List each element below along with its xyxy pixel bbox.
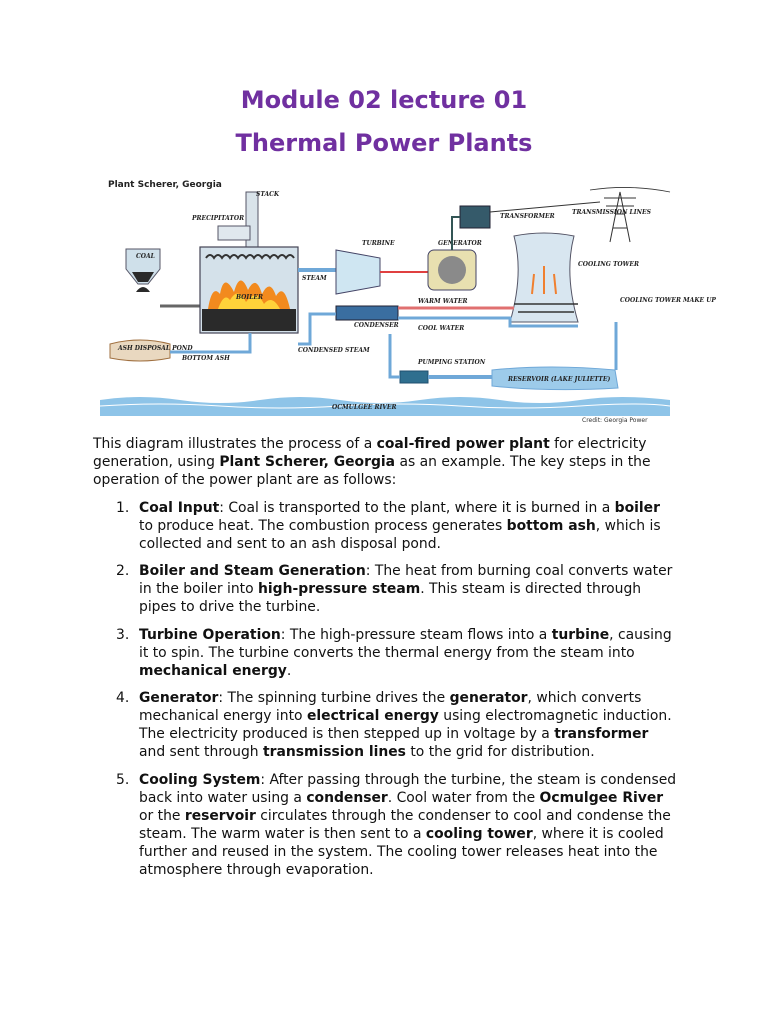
step-number: 4. — [116, 690, 130, 707]
step-text: , which is collected and sent to an ash disposal pond. — [139, 518, 661, 552]
intro-text: for electricity generation, using — [93, 436, 647, 470]
step-text: : The heat from burning coal converts water in the boiler into — [139, 563, 673, 598]
step-emphasis: electrical energy — [306, 708, 439, 725]
step-text: to the grid for distribution. — [405, 744, 595, 761]
step-emphasis: transformer — [554, 726, 649, 743]
step-emphasis: bottom ash — [506, 518, 596, 534]
precipitator — [218, 226, 250, 240]
bottom-ash-label: BOTTOM ASH — [182, 355, 230, 362]
condensed-steam-label: CONDENSED STEAM — [298, 347, 370, 354]
intro-text: as an example. The key steps in the operation of the power plant are as follows: — [93, 454, 651, 488]
generator-label: GENERATOR — [438, 240, 482, 247]
condenser — [336, 306, 398, 320]
step-number: 2. — [116, 563, 130, 580]
step-text: , causing it to spin. The turbine converts the thermal energy from the steam into — [139, 626, 672, 661]
step-item — [93, 771, 678, 879]
step-text: , where it is cooled further and reused in the system. The cooling tower releases heat into the atmosphere through evaporation. — [139, 825, 664, 878]
step-text: : Coal is transported to the plant, where it is burned in a — [219, 500, 615, 516]
step-emphasis: Boiler and Steam Generation — [139, 563, 366, 580]
intro-paragraph — [93, 435, 678, 489]
coal-label: COAL — [136, 253, 155, 260]
step-item — [93, 626, 678, 680]
step-emphasis: transmission lines — [263, 744, 406, 761]
step-item — [93, 562, 678, 616]
step-item — [93, 689, 678, 761]
step-emphasis: mechanical energy — [139, 662, 287, 679]
warm-water-label: WARM WATER — [418, 298, 468, 305]
step-emphasis: turbine — [551, 626, 610, 643]
transformer — [460, 206, 490, 228]
intro-emphasis: coal-fired power plant — [376, 436, 550, 452]
step-emphasis: Generator — [139, 690, 219, 707]
cooling-tower-label: COOLING TOWER — [578, 261, 639, 268]
boiler-coal-bed — [202, 309, 296, 331]
step-text: . Cool water from the — [387, 789, 540, 806]
step-emphasis: Ocmulgee River — [539, 789, 664, 806]
step-text: . — [286, 662, 292, 679]
step-emphasis: Coal Input — [139, 500, 220, 516]
step-text: circulates through the condenser to cool and condense the steam. The warm water is then sent to a — [139, 807, 671, 842]
step-text: to produce heat. The combustion process generates — [139, 518, 507, 534]
step-emphasis: Cooling System — [139, 771, 261, 788]
step-item — [93, 499, 678, 553]
intro-emphasis: Plant Scherer, Georgia — [219, 454, 396, 470]
step-text: : After passing through the turbine, the steam is condensed back into water using a — [139, 771, 677, 806]
steam-label: STEAM — [302, 275, 327, 282]
pumping-station — [400, 371, 428, 383]
transmission-label: TRANSMISSION LINES — [572, 209, 651, 216]
pumping-label: PUMPING STATION — [418, 359, 486, 366]
ash-pond-label: ASH DISPOSAL POND — [118, 345, 193, 352]
step-emphasis: condenser — [306, 789, 388, 806]
condenser-label: CONDENSER — [354, 322, 399, 329]
step-text: or the — [139, 807, 185, 824]
credit-label: Credit: Georgia Power — [582, 417, 648, 424]
step-number: 3. — [116, 626, 130, 643]
step-text: using electromagnetic induction. The electricity produced is then stepped up in voltage by a — [139, 708, 672, 743]
step-emphasis: reservoir — [184, 807, 256, 824]
page-title: Module 02 lecture 01 — [240, 86, 528, 114]
turbine — [336, 250, 380, 294]
step-text: . This steam is directed through pipes to drive the turbine. — [139, 581, 642, 616]
step-emphasis: boiler — [614, 500, 660, 516]
page-subtitle: Thermal Power Plants — [235, 129, 533, 157]
step-text: : The spinning turbine drives the — [218, 690, 450, 707]
stack-label: STACK — [256, 191, 280, 198]
step-emphasis: generator — [449, 690, 528, 707]
step-text: , which converts mechanical energy into — [139, 690, 642, 725]
step-number: 1. — [116, 500, 130, 516]
transformer-label: TRANSFORMER — [500, 213, 555, 220]
cool-water-label: COOL WATER — [418, 325, 465, 332]
step-emphasis: cooling tower — [425, 825, 533, 842]
steps-list — [93, 499, 678, 888]
precipitator-label: PRECIPITATOR — [192, 215, 245, 222]
boiler-label: BOILER — [236, 294, 263, 301]
turbine-label: TURBINE — [362, 240, 395, 247]
step-emphasis: Turbine Operation — [139, 626, 281, 643]
generator-core — [438, 256, 466, 284]
power-plant-diagram — [100, 174, 716, 424]
step-number: 5. — [116, 771, 130, 788]
step-text: : The high-pressure steam flows into a — [280, 626, 552, 643]
reservoir-label: RESERVOIR (LAKE JULIETTE) — [508, 376, 611, 383]
step-emphasis: high-pressure steam — [258, 581, 421, 598]
cooling-makeup-label: COOLING TOWER MAKE UP — [620, 297, 716, 304]
river-label: OCMULGEE RIVER — [332, 404, 397, 411]
step-text: and sent through — [139, 744, 263, 761]
intro-text: This diagram illustrates the process of a — [93, 436, 377, 452]
diagram-heading: Plant Scherer, Georgia — [108, 180, 222, 190]
